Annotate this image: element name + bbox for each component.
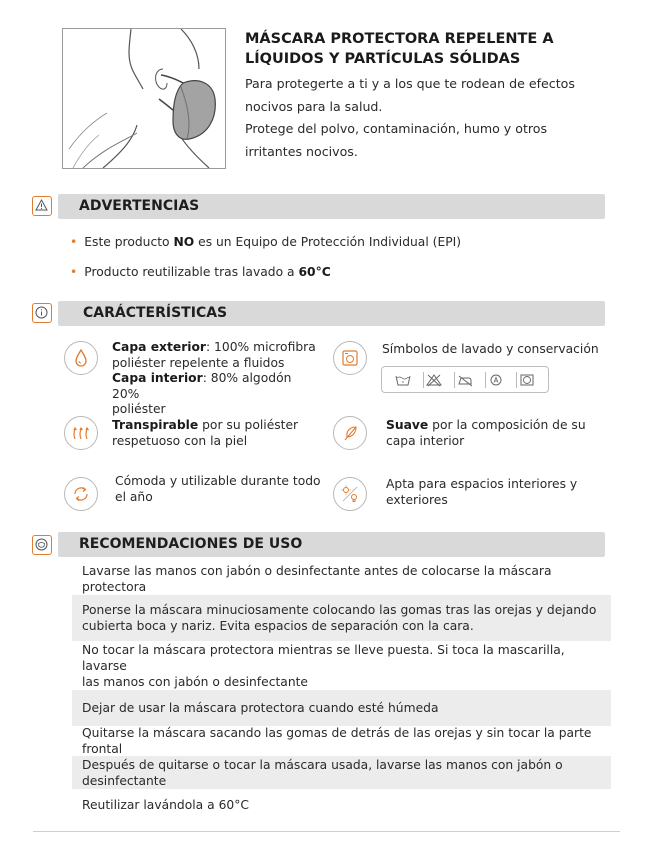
warning-item-reusable	[70, 263, 331, 281]
usage-text: Lavarse las manos con jabón o desinfectante antes de colocarse la máscara protectora	[82, 564, 552, 594]
usage-item	[72, 727, 611, 755]
wash-symbols-box	[381, 366, 549, 393]
inner-layer-text-2: poliéster	[112, 402, 166, 416]
warnings-title: ADVERTENCIAS	[79, 198, 200, 214]
feature-layers	[112, 340, 322, 418]
usage-item	[72, 756, 611, 789]
outer-layer-text: : 100% microfibra	[206, 340, 316, 354]
usage-item	[72, 791, 611, 819]
cycle-arrows-icon	[64, 477, 98, 511]
soft-label: Suave	[386, 418, 429, 432]
inner-layer-text: : 80% algodón 20%	[112, 371, 292, 401]
mask-wearer-illustration	[63, 29, 225, 168]
no-bleach-icon	[423, 372, 444, 388]
usage-text: Dejar de usar la máscara protectora cuando esté húmeda	[82, 701, 439, 715]
feature-breathable	[112, 418, 322, 449]
warning-item-epi	[70, 233, 461, 251]
no-iron-icon	[454, 372, 475, 388]
warning-emphasis: 60°C	[298, 265, 331, 279]
description-line-2: nocivos para la salud.	[245, 98, 383, 114]
usage-title: RECOMENDACIONES DE USO	[79, 536, 303, 552]
breathable-text-2: respetuoso con la piel	[112, 433, 248, 448]
description-line-3: Protege del polvo, contaminación, humo y otros	[245, 121, 548, 136]
sun-bulb-icon	[333, 477, 367, 511]
product-title-line-1: MÁSCARA PROTECTORA REPELENTE A	[245, 31, 554, 47]
warning-text: es un Equipo de Protección Individual (EPI)	[194, 235, 462, 249]
warnings-header	[58, 194, 605, 219]
usage-text: Reutilizar lavándola a 60°C	[82, 798, 249, 812]
dry-clean-icon	[485, 372, 506, 388]
bullet-dot: •	[70, 235, 78, 249]
features-header	[58, 301, 605, 326]
product-description	[245, 73, 605, 163]
warning-text: Este producto	[84, 235, 174, 249]
airflow-arrows-icon	[64, 416, 98, 450]
usage-text: Ponerse la máscara minuciosamente colocando las gomas tras las orejas y dejando	[82, 603, 597, 617]
warning-icon	[32, 196, 52, 216]
footer-divider	[33, 831, 620, 832]
warning-text: Producto reutilizable tras lavado a	[84, 265, 299, 279]
wash-symbols-title: Símbolos de lavado y conservación	[382, 342, 599, 356]
usage-text: cubierta boca y nariz. Evita espacios de separación con la cara.	[82, 619, 474, 633]
product-title-line-2: LÍQUIDOS Y PARTÍCULAS SÓLIDAS	[245, 51, 521, 67]
bullet-dot: •	[70, 265, 78, 279]
soft-text-2: capa interior	[386, 433, 465, 448]
usage-text: No tocar la máscara protectora mientras se lleve puesta. Si toca la mascarilla, lavarse	[82, 643, 565, 673]
breathable-text: por su poliéster	[198, 418, 299, 432]
usage-text: las manos con jabón o desinfectante	[82, 675, 308, 689]
spaces-text-1: Apta para espacios interiores y	[386, 477, 578, 491]
outer-layer-text-2: poliéster repelente a fluidos	[112, 355, 285, 370]
comfort-text-1: Cómoda y utilizable durante todo	[115, 474, 321, 488]
comfort-text-2: el año	[115, 489, 153, 504]
breathable-label: Transpirable	[112, 418, 199, 432]
wash-tub-icon	[393, 372, 413, 388]
usage-item	[72, 595, 611, 641]
washing-machine-icon	[333, 341, 367, 375]
feature-soft	[386, 418, 596, 449]
outer-layer-label: Capa exterior	[112, 340, 206, 354]
usage-item	[72, 565, 611, 593]
feature-spaces	[386, 477, 596, 508]
product-illustration	[62, 28, 226, 169]
description-line-4: irritantes nocivos.	[245, 143, 358, 159]
usage-text: Después de quitarse o tocar la máscara usada, lavarse las manos con jabón o desinfectante	[82, 757, 563, 788]
tumble-dry-icon	[516, 372, 537, 388]
info-icon	[32, 303, 52, 323]
description-line-1: Para protegerte a ti y a los que te rodean de efectos	[245, 76, 575, 91]
usage-text: Quitarse la máscara sacando las gomas de detrás de las orejas y sin tocar la parte frontal	[82, 726, 592, 756]
features-title: CARÁCTERÍSTICAS	[83, 305, 228, 321]
feather-icon	[333, 416, 367, 450]
product-title	[245, 29, 585, 69]
spaces-text-2: exteriores	[386, 492, 448, 507]
feature-comfort	[115, 474, 325, 505]
soft-text: por la composición de su	[428, 418, 586, 432]
usage-item	[72, 690, 611, 726]
usage-header	[58, 532, 605, 557]
mask-badge-icon	[32, 535, 52, 555]
warning-emphasis: NO	[173, 235, 195, 249]
droplet-icon	[64, 341, 98, 375]
inner-layer-label: Capa interior	[112, 371, 203, 385]
usage-item	[72, 643, 611, 689]
